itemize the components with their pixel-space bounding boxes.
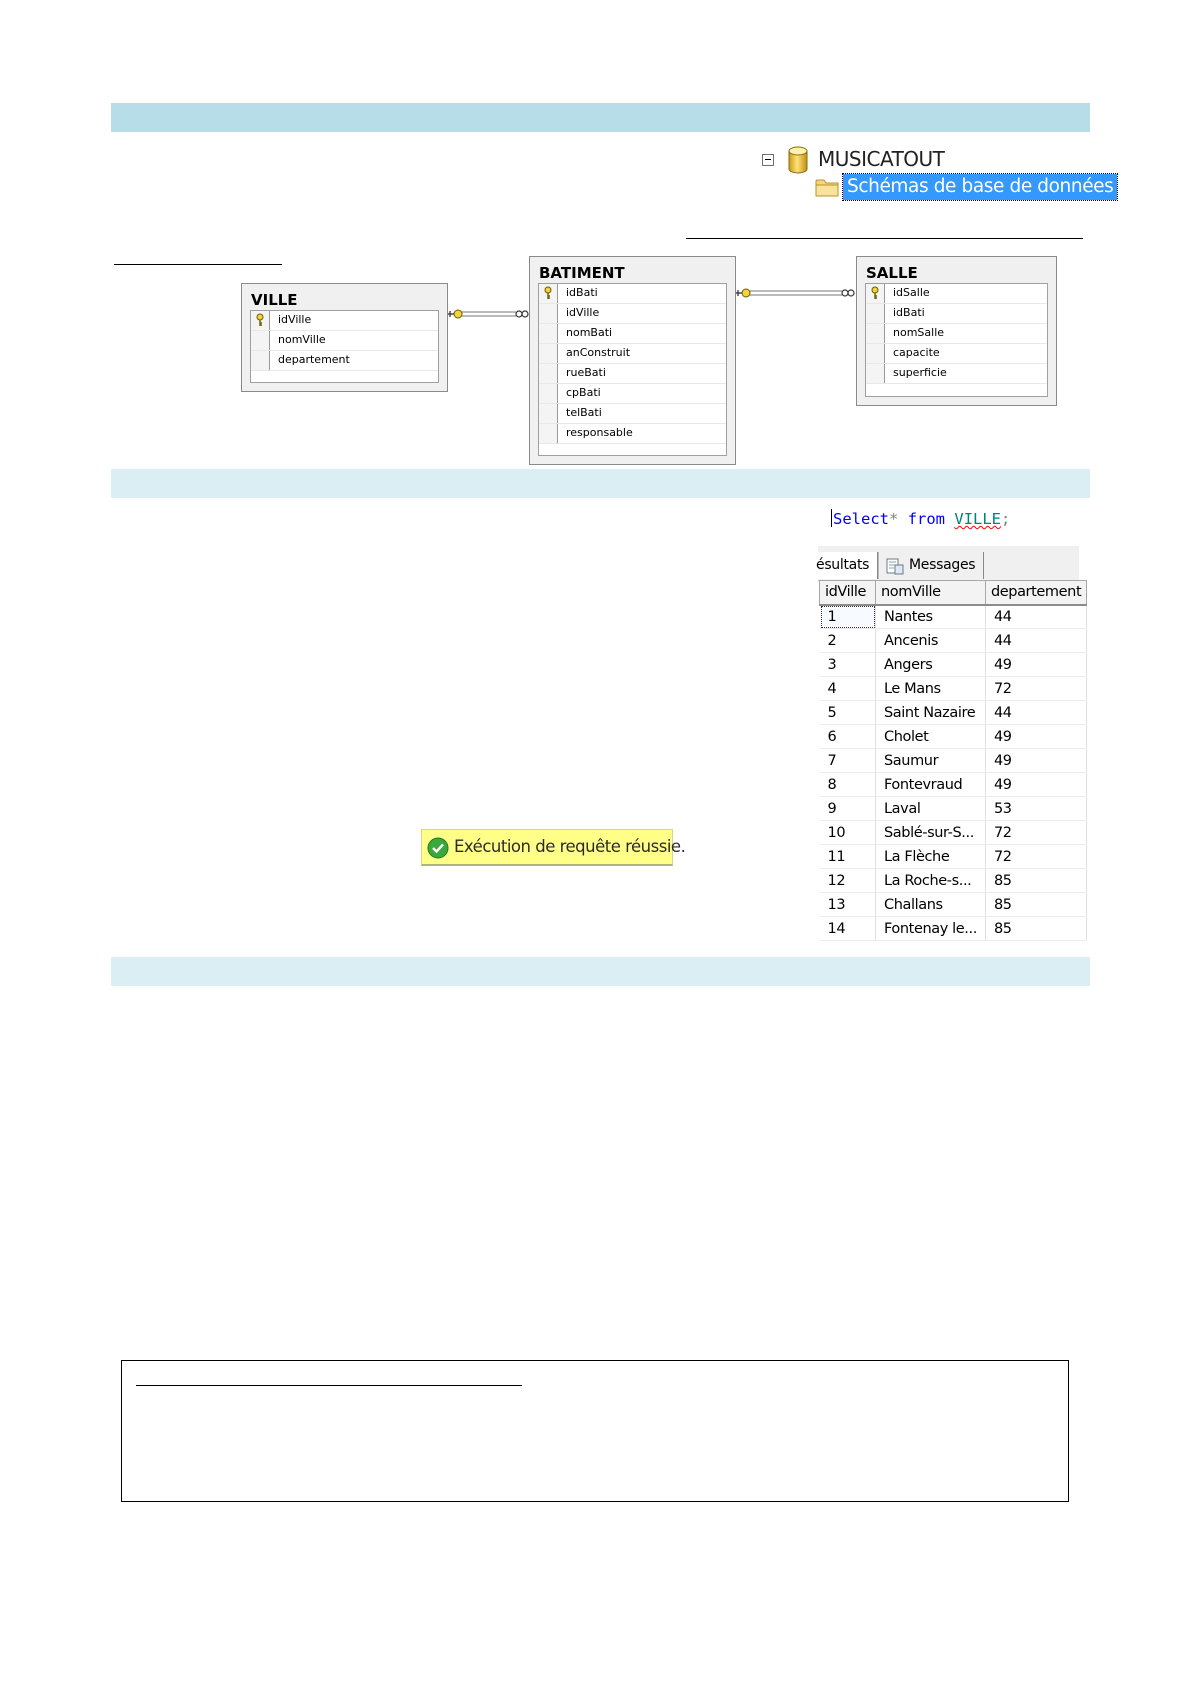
tab-messages-label: Messages — [909, 557, 976, 573]
row-selector-cell — [539, 324, 558, 343]
grid-cell[interactable]: 12 — [820, 869, 876, 893]
column-name: idSalle — [893, 286, 930, 299]
table-row[interactable] — [820, 701, 1087, 725]
row-selector-cell — [251, 331, 270, 350]
grid-cell[interactable]: 11 — [820, 845, 876, 869]
grid-cell[interactable]: Ancenis — [876, 629, 986, 653]
table-identifier: VILLE — [954, 510, 1002, 528]
blank-line — [686, 238, 1083, 239]
column-row[interactable] — [539, 404, 726, 424]
column-row[interactable] — [866, 364, 1047, 384]
table-row[interactable] — [820, 773, 1087, 797]
section-header-band — [111, 103, 1090, 132]
column-row[interactable] — [251, 351, 438, 371]
grid-cell[interactable]: Fontevraud — [876, 773, 986, 797]
status-message: Exécution de requête réussie. — [454, 837, 686, 856]
keyword-from: from — [907, 510, 946, 528]
column-name: nomSalle — [893, 326, 945, 339]
relationship-ville-batiment[interactable] — [446, 306, 530, 322]
row-selector-cell — [866, 304, 885, 323]
grid-cell[interactable]: Nantes — [876, 605, 986, 629]
row-selector-cell — [539, 344, 558, 363]
database-icon — [787, 146, 809, 174]
grid-cell[interactable]: 2 — [820, 629, 876, 653]
row-selector-cell — [251, 351, 270, 370]
grid-cell[interactable]: 4 — [820, 677, 876, 701]
messages-icon — [885, 556, 905, 576]
table-row[interactable] — [820, 869, 1087, 893]
statement-terminator: ; — [1001, 510, 1011, 528]
operator-star: * — [889, 510, 899, 528]
table-row[interactable] — [820, 893, 1087, 917]
grid-cell[interactable]: 13 — [820, 893, 876, 917]
grid-cell[interactable]: Le Mans — [876, 677, 986, 701]
table-row[interactable] — [820, 629, 1087, 653]
collapse-tree-icon[interactable] — [762, 154, 774, 166]
primary-key-cell — [539, 284, 558, 303]
row-selector-cell — [539, 364, 558, 383]
grid-cell[interactable]: 53 — [985, 797, 1086, 821]
key-icon — [870, 286, 880, 300]
row-selector-cell — [539, 304, 558, 323]
column-row[interactable] — [539, 424, 726, 444]
column-name: nomBati — [566, 326, 613, 339]
column-row[interactable] — [539, 364, 726, 384]
table-row[interactable] — [820, 821, 1087, 845]
column-row[interactable] — [866, 304, 1047, 324]
grid-cell[interactable]: 3 — [820, 653, 876, 677]
results-grid[interactable] — [819, 580, 1087, 941]
column-row[interactable] — [539, 384, 726, 404]
column-name: cpBati — [566, 386, 601, 399]
table-title: SALLE — [866, 264, 918, 282]
grid-cell[interactable]: 72 — [985, 845, 1086, 869]
grid-cell[interactable]: La Roche-s... — [876, 869, 986, 893]
grid-cell[interactable]: 9 — [820, 797, 876, 821]
grid-cell[interactable]: Saumur — [876, 749, 986, 773]
column-name: idBati — [566, 286, 598, 299]
table-salle[interactable] — [856, 256, 1057, 406]
column-name: telBati — [566, 406, 602, 419]
grid-cell[interactable]: 72 — [985, 821, 1086, 845]
key-icon — [255, 313, 265, 327]
folder-icon — [815, 176, 839, 198]
grid-cell[interactable]: Saint Nazaire — [876, 701, 986, 725]
table-row[interactable] — [820, 653, 1087, 677]
table-row[interactable] — [820, 749, 1087, 773]
grid-cell[interactable]: 49 — [985, 725, 1086, 749]
tab-results[interactable]: ésultats — [816, 552, 878, 579]
column-name: idVille — [278, 313, 312, 326]
column-row[interactable] — [539, 344, 726, 364]
table-row[interactable] — [820, 725, 1087, 749]
column-name: idBati — [893, 306, 925, 319]
column-name: responsable — [566, 426, 633, 439]
column-row[interactable] — [866, 344, 1047, 364]
query-status-bar — [421, 829, 686, 866]
column-header[interactable]: nomVille — [876, 581, 986, 605]
blank-line — [114, 264, 282, 265]
grid-header-row — [820, 581, 1087, 605]
row-selector-cell — [539, 404, 558, 423]
column-name: anConstruit — [566, 346, 631, 359]
text-caret — [831, 509, 832, 527]
column-header[interactable]: idVille — [820, 581, 876, 605]
table-row[interactable] — [820, 845, 1087, 869]
grid-cell[interactable]: Cholet — [876, 725, 986, 749]
relationship-batiment-salle[interactable] — [734, 285, 857, 301]
row-selector-cell — [539, 384, 558, 403]
tab-messages[interactable] — [878, 552, 984, 579]
column-name: capacite — [893, 346, 940, 359]
grid-cell[interactable]: Challans — [876, 893, 986, 917]
grid-cell[interactable]: 44 — [985, 629, 1086, 653]
column-list — [538, 283, 727, 456]
table-title: VILLE — [251, 291, 298, 309]
grid-cell[interactable]: 7 — [820, 749, 876, 773]
table-row[interactable] — [820, 797, 1087, 821]
grid-cell[interactable]: 1 — [820, 605, 876, 629]
grid-cell[interactable]: Angers — [876, 653, 986, 677]
section-header-band — [111, 469, 1090, 498]
column-list — [250, 310, 439, 383]
grid-cell[interactable]: 44 — [985, 701, 1086, 725]
diagrams-folder-node[interactable]: Schémas de base de données — [843, 174, 1117, 200]
success-check-icon — [427, 837, 449, 859]
keyword-select: Select — [833, 510, 889, 528]
column-row[interactable] — [866, 324, 1047, 344]
row-selector-cell — [866, 324, 885, 343]
grid-cell[interactable]: Fontenay le... — [876, 917, 986, 941]
table-batiment[interactable] — [529, 256, 736, 465]
column-row[interactable] — [251, 331, 438, 351]
column-list — [865, 283, 1048, 397]
grid-cell[interactable]: 14 — [820, 917, 876, 941]
results-tabbar — [818, 546, 1079, 581]
table-row[interactable] — [820, 605, 1087, 629]
grid-cell[interactable]: 85 — [985, 917, 1086, 941]
table-row[interactable] — [820, 917, 1087, 941]
section-header-band — [111, 957, 1090, 986]
grid-cell[interactable]: 44 — [985, 605, 1086, 629]
database-node-label[interactable]: MUSICATOUT — [818, 147, 945, 171]
column-row[interactable] — [251, 311, 438, 331]
column-name: superficie — [893, 366, 947, 379]
row-selector-cell — [866, 344, 885, 363]
column-name: departement — [278, 353, 350, 366]
table-ville[interactable] — [241, 283, 448, 392]
table-title: BATIMENT — [539, 264, 625, 282]
column-name: rueBati — [566, 366, 606, 379]
column-header[interactable]: departement — [985, 581, 1086, 605]
column-row[interactable] — [866, 284, 1047, 304]
grid-cell[interactable]: 5 — [820, 701, 876, 725]
answer-box — [121, 1360, 1069, 1502]
primary-key-cell — [251, 311, 270, 330]
column-name: idVille — [566, 306, 600, 319]
row-selector-cell — [539, 424, 558, 443]
grid-cell[interactable]: 10 — [820, 821, 876, 845]
primary-key-cell — [866, 284, 885, 303]
grid-cell[interactable]: 85 — [985, 893, 1086, 917]
key-icon — [543, 286, 553, 300]
grid-cell[interactable]: La Flèche — [876, 845, 986, 869]
grid-cell[interactable]: 72 — [985, 677, 1086, 701]
grid-cell[interactable]: 49 — [985, 653, 1086, 677]
query-editor[interactable] — [831, 509, 1010, 528]
grid-cell[interactable]: 49 — [985, 749, 1086, 773]
grid-cell[interactable]: 49 — [985, 773, 1086, 797]
row-selector-cell — [866, 364, 885, 383]
column-row[interactable] — [539, 324, 726, 344]
grid-cell[interactable]: 8 — [820, 773, 876, 797]
table-row[interactable] — [820, 677, 1087, 701]
column-row[interactable] — [539, 304, 726, 324]
grid-cell[interactable]: 85 — [985, 869, 1086, 893]
column-name: nomVille — [278, 333, 326, 346]
column-row[interactable] — [539, 284, 726, 304]
grid-cell[interactable]: Laval — [876, 797, 986, 821]
grid-cell[interactable]: Sablé-sur-S... — [876, 821, 986, 845]
grid-cell[interactable]: 6 — [820, 725, 876, 749]
